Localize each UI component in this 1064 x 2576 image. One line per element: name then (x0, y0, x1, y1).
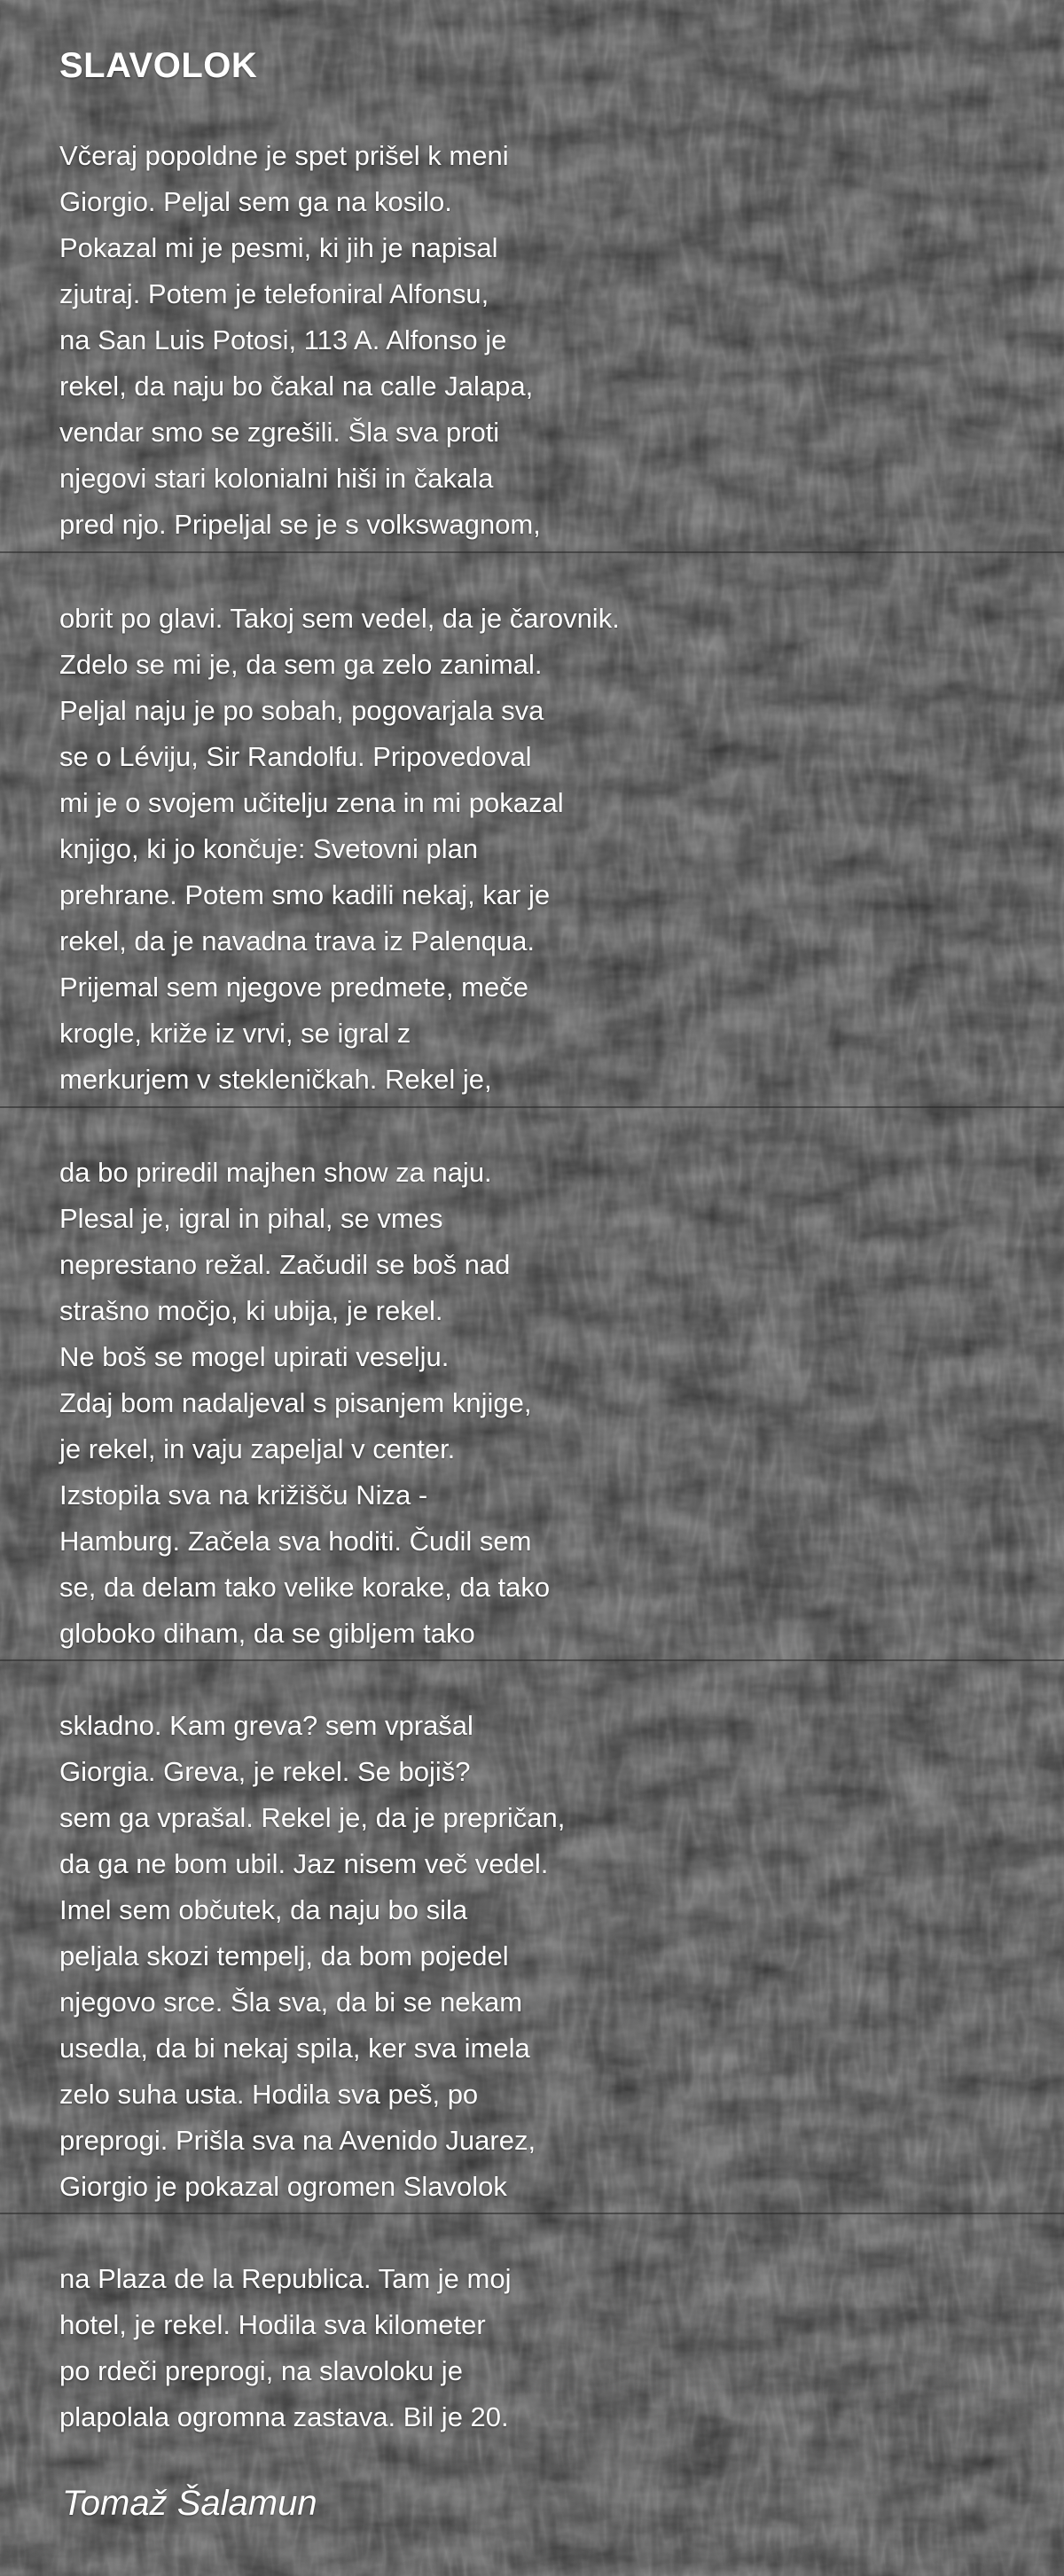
poem-line: Zdaj bom nadaljeval s pisanjem knjige, (59, 1387, 532, 1418)
poem-author: Tomaž Šalamun (62, 2484, 317, 2523)
poem-line: obrit po glavi. Takoj sem vedel, da je čarovnik. (59, 603, 620, 634)
poem-line: njegovi stari kolonialni hiši in čakala (59, 463, 494, 494)
stanza (59, 133, 541, 548)
poem-line: hotel, je rekel. Hodila sva kilometer (59, 2309, 486, 2340)
stanza (59, 596, 620, 1103)
poem-line: po rdeči preprogi, na slavoloku je (59, 2355, 463, 2386)
poem-line: sem ga vprašal. Rekel je, da je prepričan, (59, 1802, 566, 1833)
poem-line: Pokazal mi je pesmi, ki jih je napisal (59, 232, 498, 263)
poem-line: Plesal je, igral in pihal, se vmes (59, 1203, 443, 1234)
poem-line: globoko diham, da se gibljem tako (59, 1618, 475, 1649)
poem-line: merkurjem v stekleničkah. Rekel je, (59, 1064, 492, 1095)
poem-line: Hamburg. Začela sva hoditi. Čudil sem (59, 1526, 532, 1557)
poem-line: plapolala ogromna zastava. Bil je 20. (59, 2401, 509, 2432)
poem-line: na San Luis Potosi, 113 A. Alfonso je (59, 324, 507, 355)
poem-line: Prijemal sem njegove predmete, meče (59, 972, 528, 1003)
stanza (59, 2256, 512, 2440)
poem-line: peljala skozi tempelj, da bom pojedel (59, 1940, 509, 1971)
poem-line: strašno močjo, ki ubija, je rekel. (59, 1295, 443, 1326)
poem-line: Včeraj popoldne je spet prišel k meni (59, 140, 509, 171)
stanza (59, 1703, 565, 2210)
poem-line: preprogi. Prišla sva na Avenido Juarez, (59, 2125, 536, 2156)
poem-line: da ga ne bom ubil. Jaz nisem več vedel. (59, 1848, 549, 1879)
stanza (59, 1150, 550, 1657)
poem-line: Giorgio. Peljal sem ga na kosilo. (59, 186, 452, 217)
poem-line: skladno. Kam greva? sem vprašal (59, 1710, 473, 1741)
poem-line: se, da delam tako velike korake, da tako (59, 1572, 551, 1603)
poem-line: Izstopila sva na križišču Niza - (59, 1479, 428, 1510)
poem-title: SLAVOLOK (59, 46, 258, 85)
poem-line: Zdelo se mi je, da sem ga zelo zanimal. (59, 649, 543, 680)
poem-line: usedla, da bi nekaj spila, ker sva imela (59, 2033, 530, 2064)
poem-line: knjigo, ki jo končuje: Svetovni plan (59, 833, 479, 864)
poem-line: da bo priredil majhen show za naju. (59, 1157, 492, 1188)
poem-line: njegovo srce. Šla sva, da bi se nekam (59, 1987, 523, 2018)
poem-line: Ne boš se mogel upirati veselju. (59, 1341, 450, 1372)
poem-line: pred njo. Pripeljal se je s volkswagnom, (59, 509, 541, 540)
poem-line: Imel sem občutek, da naju bo sila (59, 1894, 468, 1925)
poem-line: se o Léviju, Sir Randolfu. Pripovedoval (59, 741, 532, 772)
poem-line: zjutraj. Potem je telefoniral Alfonsu, (59, 278, 489, 309)
poem-line: Giorgio je pokazal ogromen Slavolok (59, 2171, 507, 2202)
poem-line: krogle, križe iz vrvi, se igral z (59, 1018, 411, 1049)
poem-line: rekel, da je navadna trava iz Palenqua. (59, 925, 535, 956)
poem-line: Peljal naju je po sobah, pogovarjala sva (59, 695, 544, 726)
poem-line: prehrane. Potem smo kadili nekaj, kar je (59, 879, 551, 910)
poem-line: rekel, da naju bo čakal na calle Jalapa, (59, 371, 534, 402)
poem-line: mi je o svojem učitelju zena in mi pokazal (59, 787, 564, 818)
poem-line: zelo suha usta. Hodila sva peš, po (59, 2079, 479, 2110)
poem-line: je rekel, in vaju zapeljal v center. (59, 1433, 456, 1464)
poem-line: neprestano režal. Začudil se boš nad (59, 1249, 511, 1280)
poem-line: Giorgia. Greva, je rekel. Se bojiš? (59, 1756, 471, 1787)
poem-line: vendar smo se zgrešili. Šla sva proti (59, 417, 500, 448)
poem-line: na Plaza de la Republica. Tam je moj (59, 2263, 512, 2294)
